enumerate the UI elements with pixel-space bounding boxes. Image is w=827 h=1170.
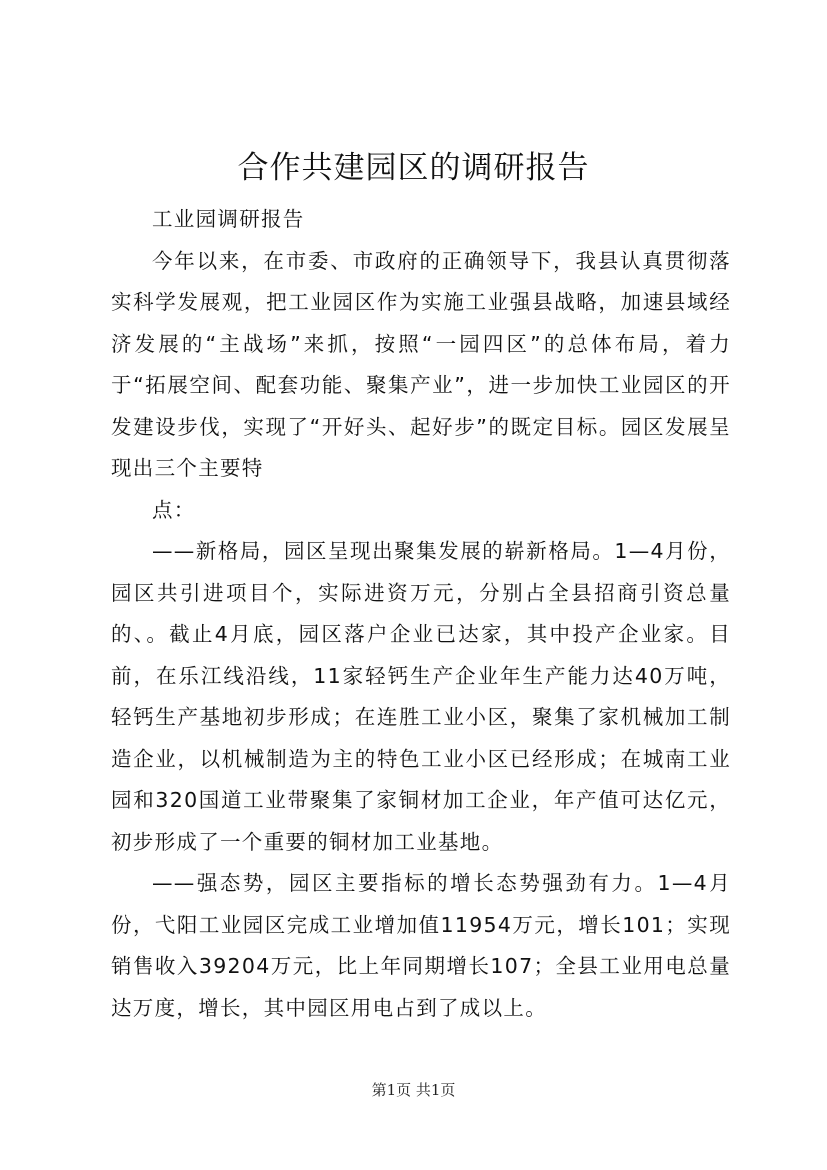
paragraph-subtitle: 工业园调研报告: [152, 207, 305, 231]
paragraph-intro: 今年以来，在市委、市政府的正确领导下，我县认真贯彻落实科学发展观，把工业园区作为实施工业强县战略，加速县域经济发展的“主战场”来抓，按照“一园四区”的总体布局，着力于“拓展空间、配套功能、聚集产业”，进一步加快工业园区的开发建设步伐，实现了“开好头、起好步”的既定目标。园区发展呈现出三个主要特: [111, 248, 731, 480]
document-body: [111, 199, 731, 1029]
page-footer: 第1页 共1页: [371, 1081, 456, 1099]
document-title: 合作共建园区的调研报告: [237, 150, 590, 186]
paragraph-strong-trend: ——强态势，园区主要指标的增长态势强劲有力。1—4月份，弋阳工业园区完成工业增加值11954万元，增长101；实现销售收入39204万元，比上年同期增长107；全县工业用电总量达万度，增长，其中园区用电占到了成以上。: [111, 871, 731, 1020]
paragraph-new-pattern: ——新格局，园区呈现出聚集发展的崭新格局。1—4月份，园区共引进项目个，实际进资万元，分别占全县招商引资总量的、。截止4月底，园区落户企业已达家，其中投产企业家。目前，在乐江线沿线，11家轻钙生产企业年生产能力达40万吨，轻钙生产基地初步形成；在连胜工业小区，聚集了家机械加工制造企业，以机械制造为主的特色工业小区已经形成；在城南工业园和320国道工业带聚集了家铜材加工企业，年产值可达亿元，初步形成了一个重要的铜材加工业基地。: [111, 539, 731, 854]
paragraph-points-label: 点：: [152, 497, 196, 522]
